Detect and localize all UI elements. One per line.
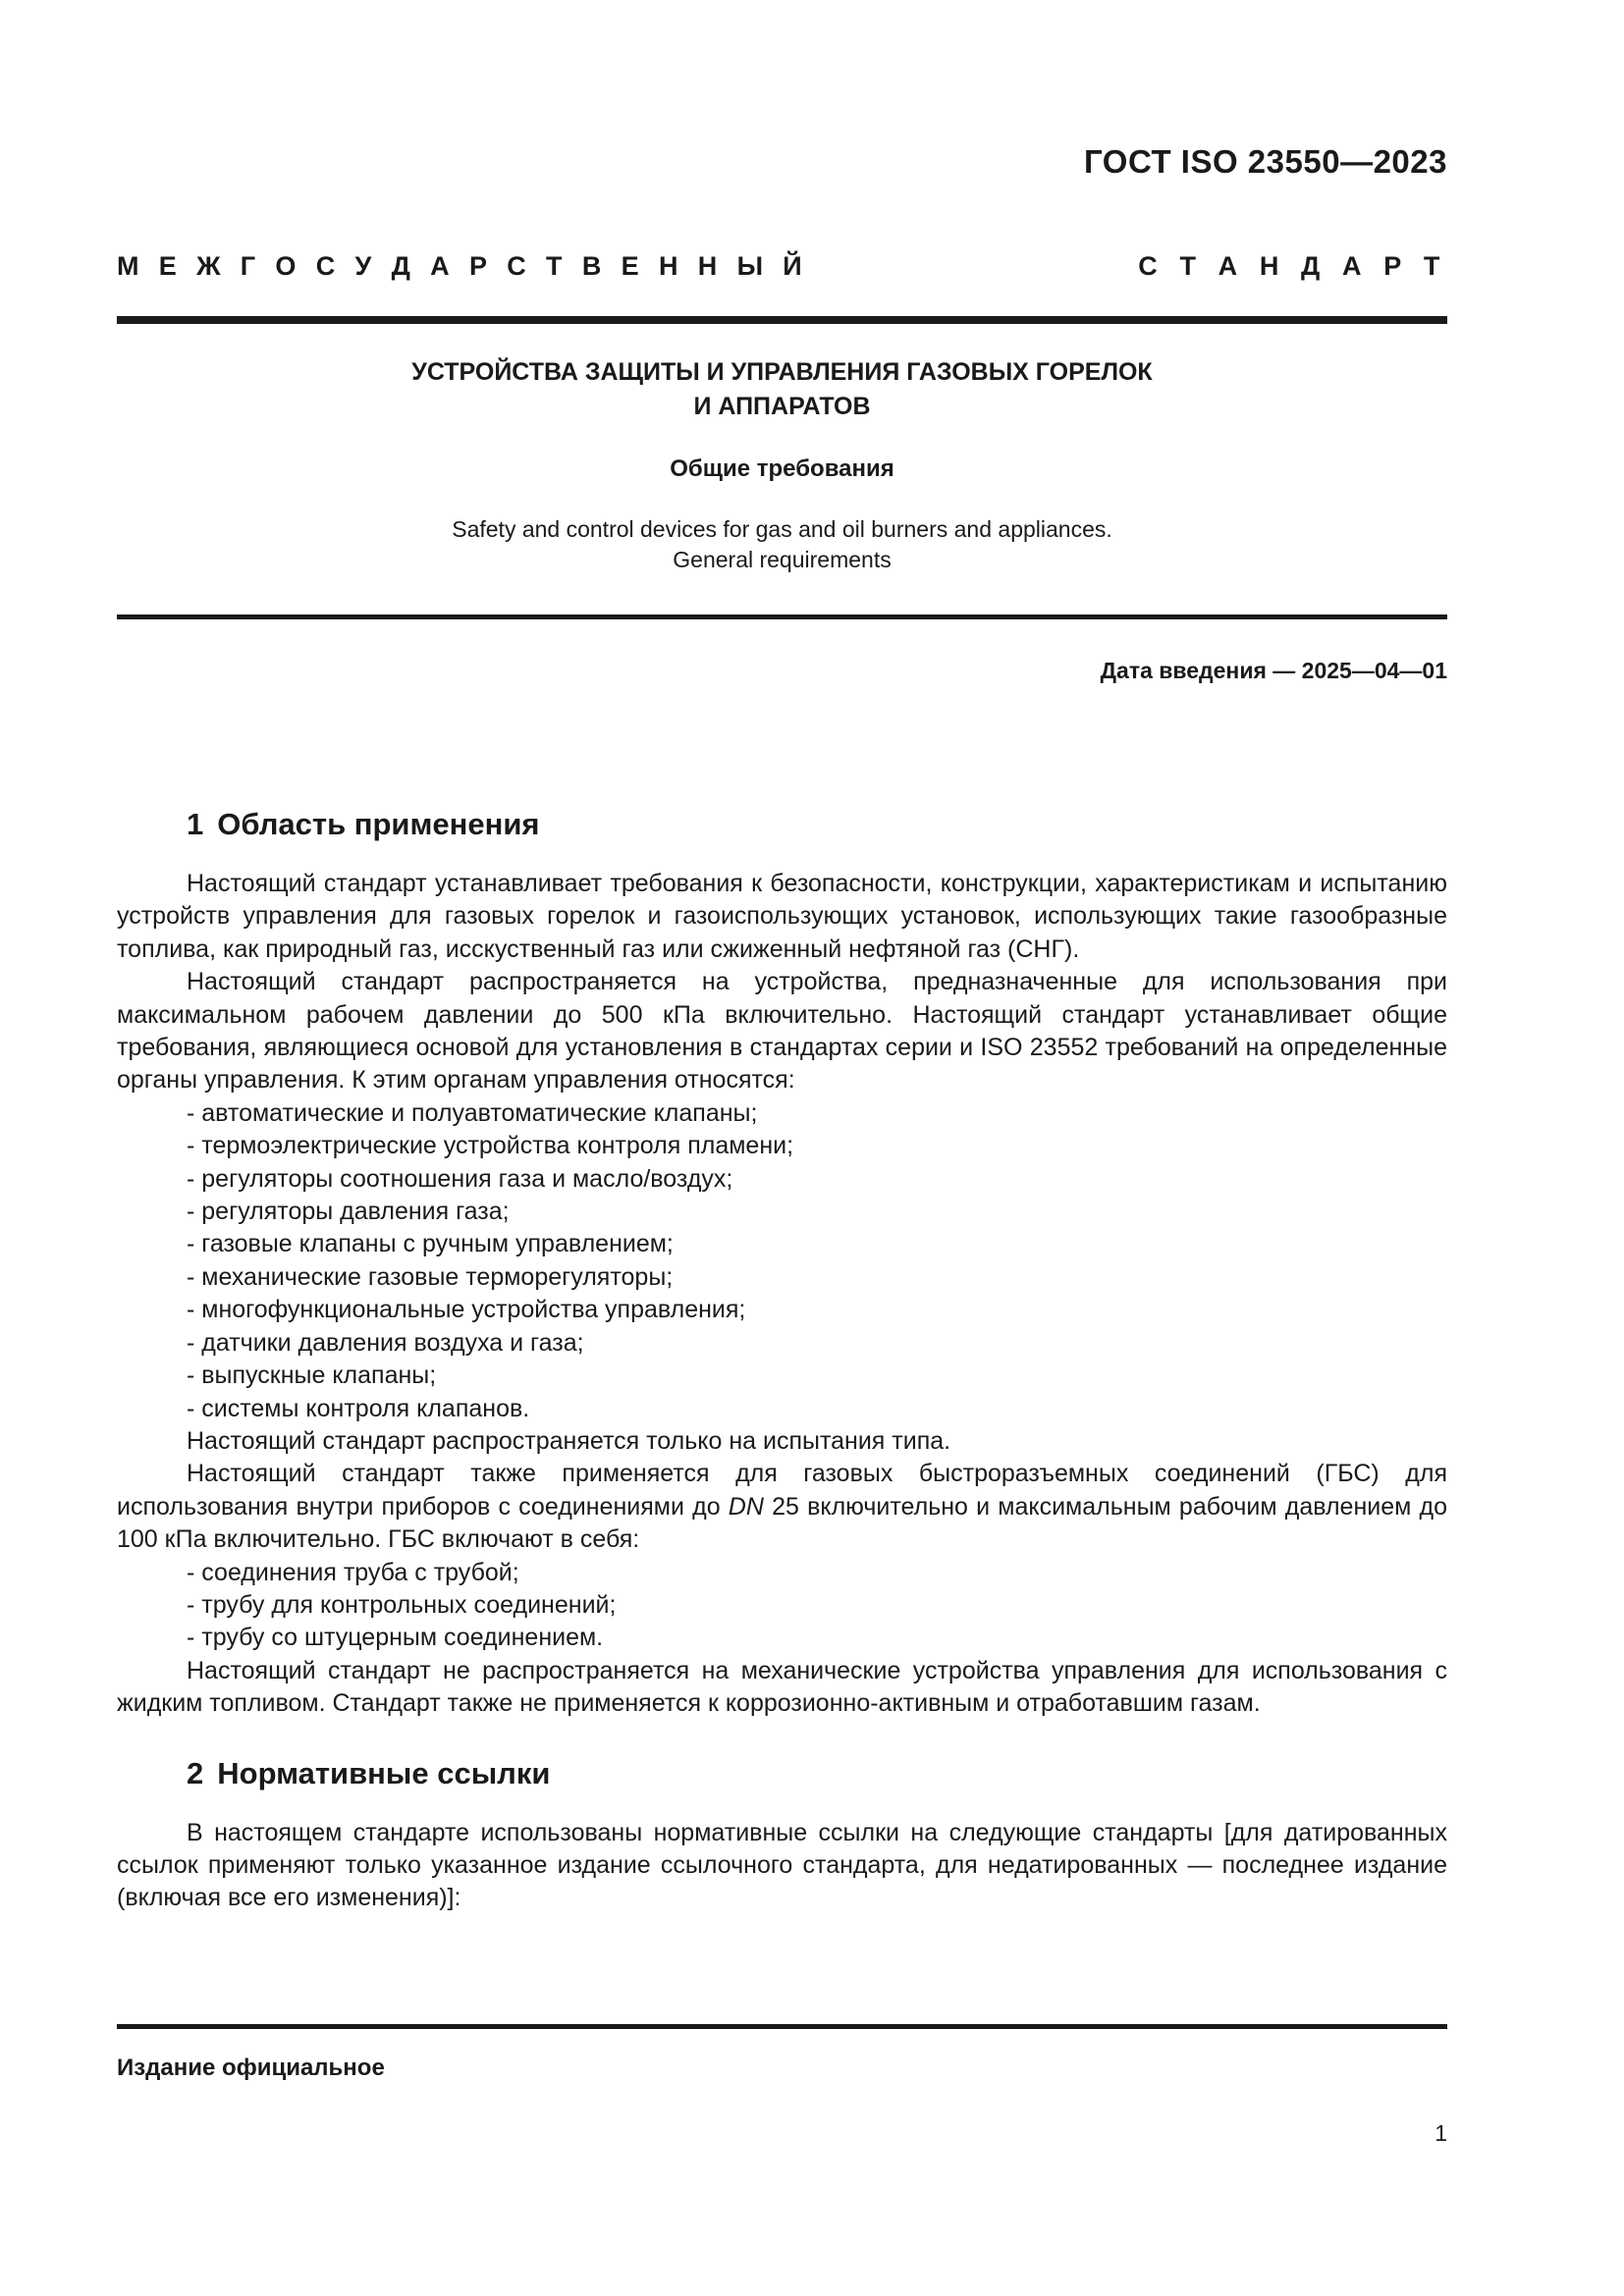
section-1-paragraph-3: Настоящий стандарт распространяется только на испытания типа.	[187, 1426, 951, 1455]
section-2-number: 2	[187, 1755, 204, 1790]
list-item: - механические газовые терморегуляторы;	[187, 1262, 674, 1291]
section-2-title: Нормативные ссылки	[217, 1755, 551, 1790]
section-2-heading	[117, 1754, 1447, 1793]
standard-category	[117, 251, 1447, 282]
section-1-number: 1	[187, 807, 204, 841]
list-item: - термоэлектрические устройства контроля пламени;	[187, 1132, 794, 1160]
footer-rule	[117, 2024, 1447, 2029]
section-2-paragraph-1: В настоящем стандарте использованы нормативные ссылки на следующие стандарты [для датированных ссылок применяют только указанное издание ссылочного стандарта, для недатированных — последнее издание (включая все его изменения)]:	[117, 1818, 1447, 1912]
introduction-date: Дата введения — 2025—04—01	[1100, 658, 1447, 683]
section-1-paragraph-1: Настоящий стандарт устанавливает требования к безопасности, конструкции, характеристикам и испытанию устройств управления для газовых горелок и газоиспользующих установок, использующих такие газообразные топлива, как природный газ, исскуственный газ или сжиженный нефтяной газ (СНГ).	[117, 870, 1447, 963]
document-number: ГОСТ ISO 23550—2023	[1084, 143, 1447, 180]
english-title	[117, 514, 1447, 575]
title-line-1: УСТРОЙСТВА ЗАЩИТЫ И УПРАВЛЕНИЯ ГАЗОВЫХ ГОРЕЛОК	[411, 358, 1153, 386]
section-1-paragraph-2: Настоящий стандарт распространяется на устройства, предназначенные для использования при максимальном рабочем давлении до 500 кПа включительно. Настоящий стандарт устанавливает общие требования, являющиеся основой для установления в стандартах серии и ISO 23552 требований на определенные органы управления. К этим органам управления относятся:	[117, 968, 1447, 1095]
section-1-title: Область применения	[217, 807, 540, 841]
list-item: - трубу для контрольных соединений;	[187, 1590, 617, 1619]
page-number: 1	[1435, 2120, 1447, 2146]
title-rule	[117, 614, 1447, 619]
dn-designation: DN	[728, 1492, 764, 1521]
section-1-heading	[117, 805, 1447, 844]
section-1-paragraph-4	[117, 1458, 1447, 1556]
category-interstate: М Е Ж Г О С У Д А Р С Т В Е Н Н Ы Й	[117, 251, 809, 281]
title-line-2: И АППАРАТОВ	[693, 393, 871, 420]
list-item: - многофункциональные устройства управления;	[187, 1296, 746, 1324]
category-standard: С Т А Н Д А Р Т	[1138, 251, 1447, 281]
list-item: - соединения труба с трубой;	[187, 1558, 519, 1586]
list-item: - датчики давления воздуха и газа;	[187, 1328, 584, 1357]
list-item: - выпускные клапаны;	[187, 1362, 437, 1390]
header-rule	[117, 316, 1447, 324]
document-title	[117, 355, 1447, 424]
document-body	[117, 805, 1447, 1915]
list-item: - трубу со штуцерным соединением.	[187, 1624, 604, 1652]
list-item: - автоматические и полуавтоматические клапаны;	[187, 1098, 758, 1127]
edition-label: Издание официальное	[117, 2055, 385, 2081]
list-item: - регуляторы соотношения газа и масло/воздух;	[187, 1164, 733, 1193]
document-subtitle: Общие требования	[670, 455, 894, 482]
paragraph-4-end: 25 включительно и максимальным рабочим давлением до 100 кПа включительно. ГБС включают в себя:	[117, 1492, 1447, 1554]
english-title-line-1: Safety and control devices for gas and oil burners and appliances.	[452, 516, 1112, 542]
english-title-line-2: General requirements	[673, 547, 892, 572]
controls-list	[117, 1097, 1447, 1425]
list-item: - регуляторы давления газа;	[187, 1198, 510, 1226]
paragraph-4-start: Настоящий стандарт также применяется для газовых быстроразъемных соединений (ГБС) для использования внутри приборов с соединениями до	[117, 1460, 1447, 1521]
list-item: - системы контроля клапанов.	[187, 1394, 530, 1422]
section-1-paragraph-5: Настоящий стандарт не распространяется на механические устройства управления для использования с жидким топливом. Стандарт также не применяется к коррозионно-активным и отработавшим газам.	[117, 1656, 1447, 1718]
connections-list	[117, 1557, 1447, 1655]
list-item: - газовые клапаны с ручным управлением;	[187, 1230, 674, 1258]
